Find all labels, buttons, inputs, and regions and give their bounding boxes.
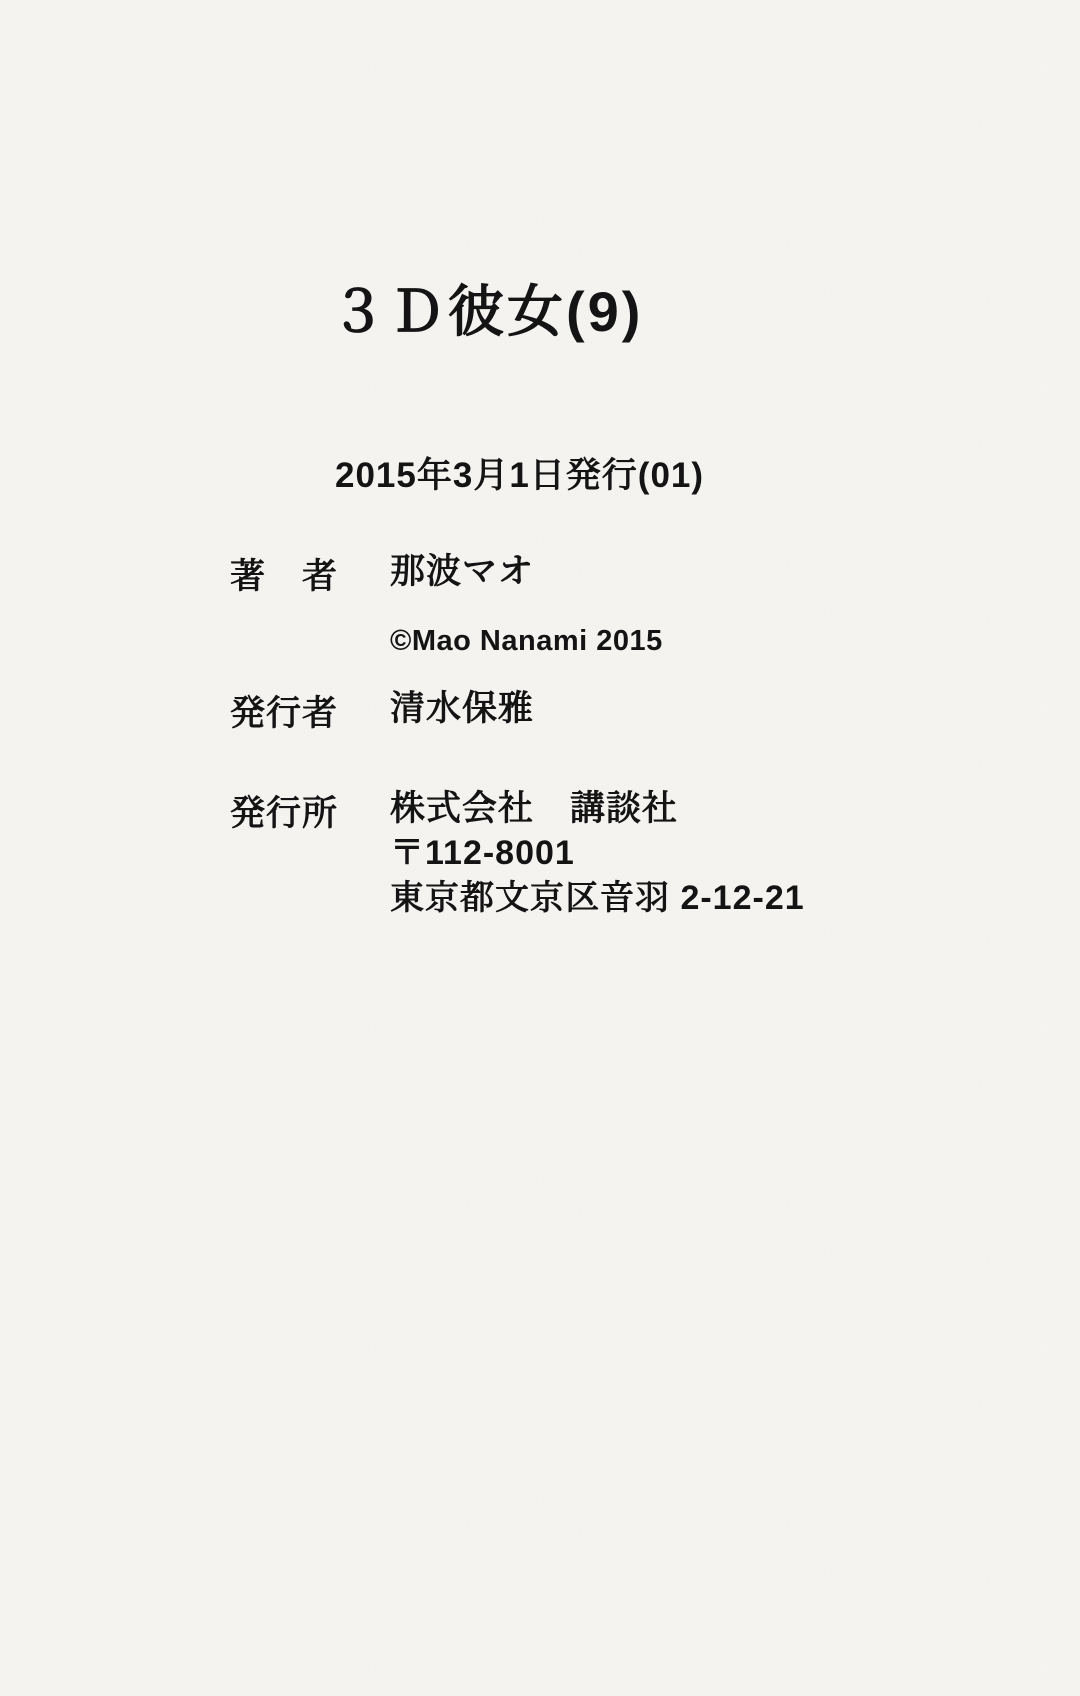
publishing-house-name: 株式会社 講談社 — [390, 789, 679, 828]
publishing-house-label: 発行所 — [230, 794, 339, 833]
copyright-notice: ©Mao Nanami 2015 — [390, 625, 663, 657]
issue-date-line: 2015年3月1日発行(01) — [335, 456, 705, 495]
publisher-label: 発行者 — [230, 694, 339, 733]
publisher-value-column — [390, 686, 534, 731]
postal-code: 〒112-8001 — [390, 834, 575, 872]
author-value-column — [390, 549, 663, 658]
publishing-house-value-column — [390, 786, 805, 921]
book-title: ３Ｄ彼女(9) — [330, 280, 644, 343]
author-name: 那波マオ — [390, 552, 535, 591]
street-address: 東京都文京区音羽 2-12-21 — [390, 879, 805, 917]
publisher-name: 清水保雅 — [390, 689, 535, 728]
author-label: 著 者 — [230, 557, 339, 596]
